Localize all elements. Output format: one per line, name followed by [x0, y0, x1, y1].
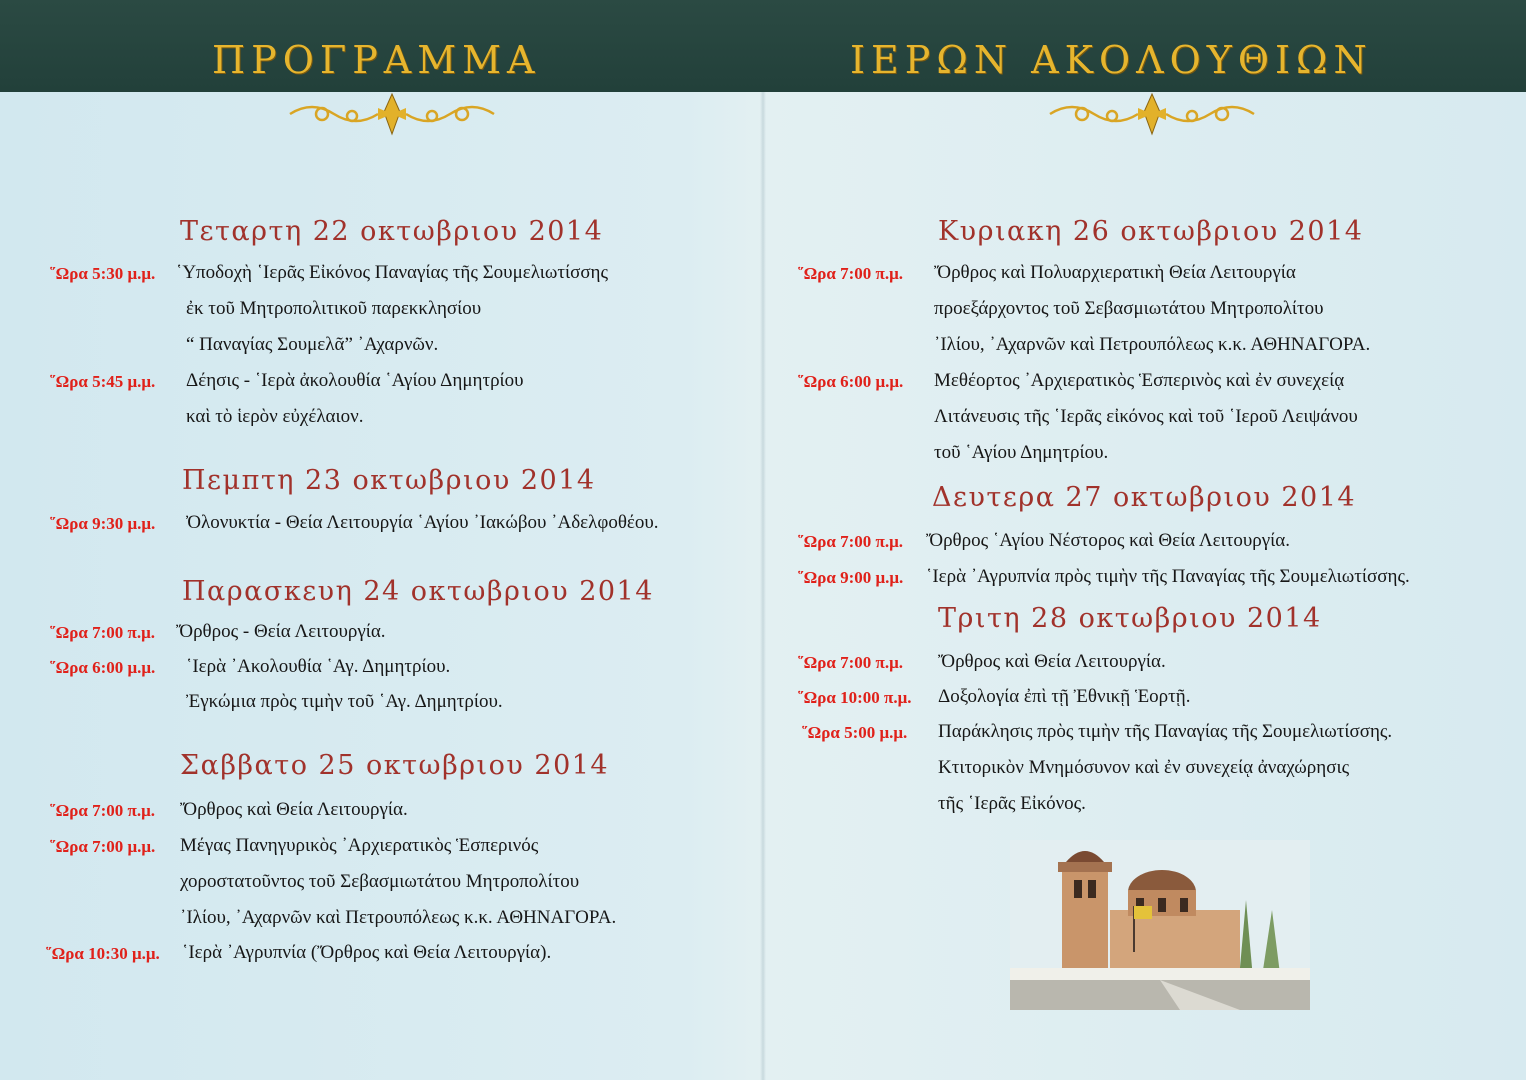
service-time: ῞Ωρα 10:00 π.μ. — [798, 688, 912, 707]
service-text: Ὄρθρος καὶ Πολυαρχιερατικὴ Θεία Λειτουργία — [934, 262, 1296, 283]
service-time: ῞Ωρα 5:45 μ.μ. — [50, 372, 156, 391]
service-text: ἐκ τοῦ Μητροπολιτικοῦ παρεκκλησίου — [186, 298, 482, 319]
service-text: ᾿Ιλίου, ᾿Αχαρνῶν καὶ Πετρουπόλεως κ.κ. ΑΘΗΝΑΓΟΡΑ. — [934, 334, 1371, 355]
service-text: τῆς ῾Ιερᾶς Εἰκόνος. — [938, 793, 1086, 814]
service-time: ῞Ωρα 6:00 μ.μ. — [798, 372, 904, 391]
service-text: Ὄρθρος ῾Αγίου Νέστορος καὶ Θεία Λειτουργία. — [926, 530, 1290, 551]
service-time: ῞Ωρα 10:30 μ.μ. — [46, 944, 160, 963]
service-time: ῞Ωρα 7:00 π.μ. — [50, 623, 155, 642]
service-time: ῞Ωρα 6:00 μ.μ. — [50, 658, 156, 677]
service-text: Μέγας Πανηγυρικὸς ᾿Αρχιερατικὸς Ἑσπερινός — [180, 835, 539, 856]
service-text: Κτιτορικὸν Μνημόσυνον καὶ ἐν συνεχείᾳ ἀναχώρησις — [938, 757, 1350, 778]
service-text: ᾿Ιλίου, ᾿Αχαρνῶν καὶ Πετρουπόλεως κ.κ. ΑΘΗΝΑΓΟΡΑ. — [180, 907, 617, 928]
service-text: Ὄρθρος καὶ Θεία Λειτουργία. — [180, 799, 408, 820]
day-heading-friday: Παρασκευη 24 οκτωβριου 2014 — [182, 576, 654, 607]
service-text: ῾Ιερὰ ᾿Αγρυπνία (Ὄρθρος καὶ Θεία Λειτουργία). — [182, 942, 552, 963]
service-time: ῞Ωρα 5:30 μ.μ. — [50, 264, 156, 283]
service-text: Ὀλονυκτία - Θεία Λειτουργία ῾Αγίου ᾿Ιακώβου ᾿Αδελφοθέου. — [186, 512, 659, 533]
flourish-ornament-icon — [282, 90, 502, 140]
service-time: ῞Ωρα 7:00 π.μ. — [798, 264, 903, 283]
day-heading-tuesday: Τριτη 28 οκτωβριου 2014 — [938, 603, 1322, 634]
flourish-ornament-icon — [1042, 90, 1262, 140]
service-text: ῾Υποδοχὴ ῾Ιερᾶς Εἰκόνος Παναγίας τῆς Σουμελιωτίσσης — [176, 262, 609, 283]
church-illustration-icon — [1010, 840, 1310, 1010]
service-text: καὶ τὸ ἱερὸν εὐχέλαιον. — [186, 406, 364, 427]
service-text: Ὄρθρος - Θεία Λειτουργία. — [176, 621, 386, 642]
service-time: ῞Ωρα 5:00 μ.μ. — [802, 723, 908, 742]
day-heading-monday: Δευτερα 27 οκτωβριου 2014 — [932, 482, 1357, 513]
center-fold — [760, 92, 766, 1080]
day-heading-sunday: Κυριακη 26 οκτωβριου 2014 — [938, 216, 1364, 247]
service-time: ῞Ωρα 7:00 π.μ. — [50, 801, 155, 820]
header-title-left: ΠΡΟΓΡΑΜΜΑ — [212, 38, 541, 82]
service-text: “ Παναγίας Σουμελᾶ” ᾿Αχαρνῶν. — [186, 334, 439, 355]
service-text: ῾Ιερὰ ᾿Ακολουθία ῾Αγ. Δημητρίου. — [186, 656, 451, 677]
service-text: τοῦ ῾Αγίου Δημητρίου. — [934, 442, 1109, 463]
service-time: ῞Ωρα 7:00 μ.μ. — [50, 837, 156, 856]
header-title-right: ΙΕΡΩΝ ΑΚΟΛΟΥΘΙΩΝ — [850, 38, 1373, 82]
service-text: ῾Ιερὰ ᾿Αγρυπνία πρὸς τιμὴν τῆς Παναγίας τῆς Σουμελιωτίσσης. — [926, 566, 1410, 587]
day-heading-thursday: Πεμπτη 23 οκτωβριου 2014 — [182, 465, 596, 496]
service-time: ῞Ωρα 7:00 π.μ. — [798, 532, 903, 551]
service-text: προεξάρχοντος τοῦ Σεβασμιωτάτου Μητροπολίτου — [934, 298, 1324, 319]
service-time: ῞Ωρα 7:00 π.μ. — [798, 653, 903, 672]
day-heading-wednesday: Τεταρτη 22 οκτωβριου 2014 — [180, 216, 604, 247]
service-text: Μεθέορτος ᾿Αρχιερατικὸς Ἑσπερινὸς καὶ ἐν συνεχείᾳ — [934, 370, 1345, 391]
service-text: Δοξολογία ἐπὶ τῇ Ἐθνικῇ Ἑορτῇ. — [938, 686, 1191, 707]
service-text: Δέησις - ῾Ιερὰ ἀκολουθία ῾Αγίου Δημητρίου — [186, 370, 524, 391]
service-text: Παράκλησις πρὸς τιμὴν τῆς Παναγίας τῆς Σουμελιωτίσσης. — [938, 721, 1393, 742]
service-text: χοροστατοῦντος τοῦ Σεβασμιωτάτου Μητροπολίτου — [180, 871, 580, 892]
service-text: Λιτάνευσις τῆς ῾Ιερᾶς εἰκόνος καὶ τοῦ ῾Ιεροῦ Λειψάνου — [934, 406, 1358, 427]
service-time: ῞Ωρα 9:30 μ.μ. — [50, 514, 156, 533]
service-time: ῞Ωρα 9:00 μ.μ. — [798, 568, 904, 587]
service-text: Ὄρθρος καὶ Θεία Λειτουργία. — [938, 651, 1166, 672]
service-text: Ἐγκώμια πρὸς τιμὴν τοῦ ῾Αγ. Δημητρίου. — [186, 691, 503, 712]
day-heading-saturday: Σαββατο 25 οκτωβριου 2014 — [180, 750, 610, 781]
